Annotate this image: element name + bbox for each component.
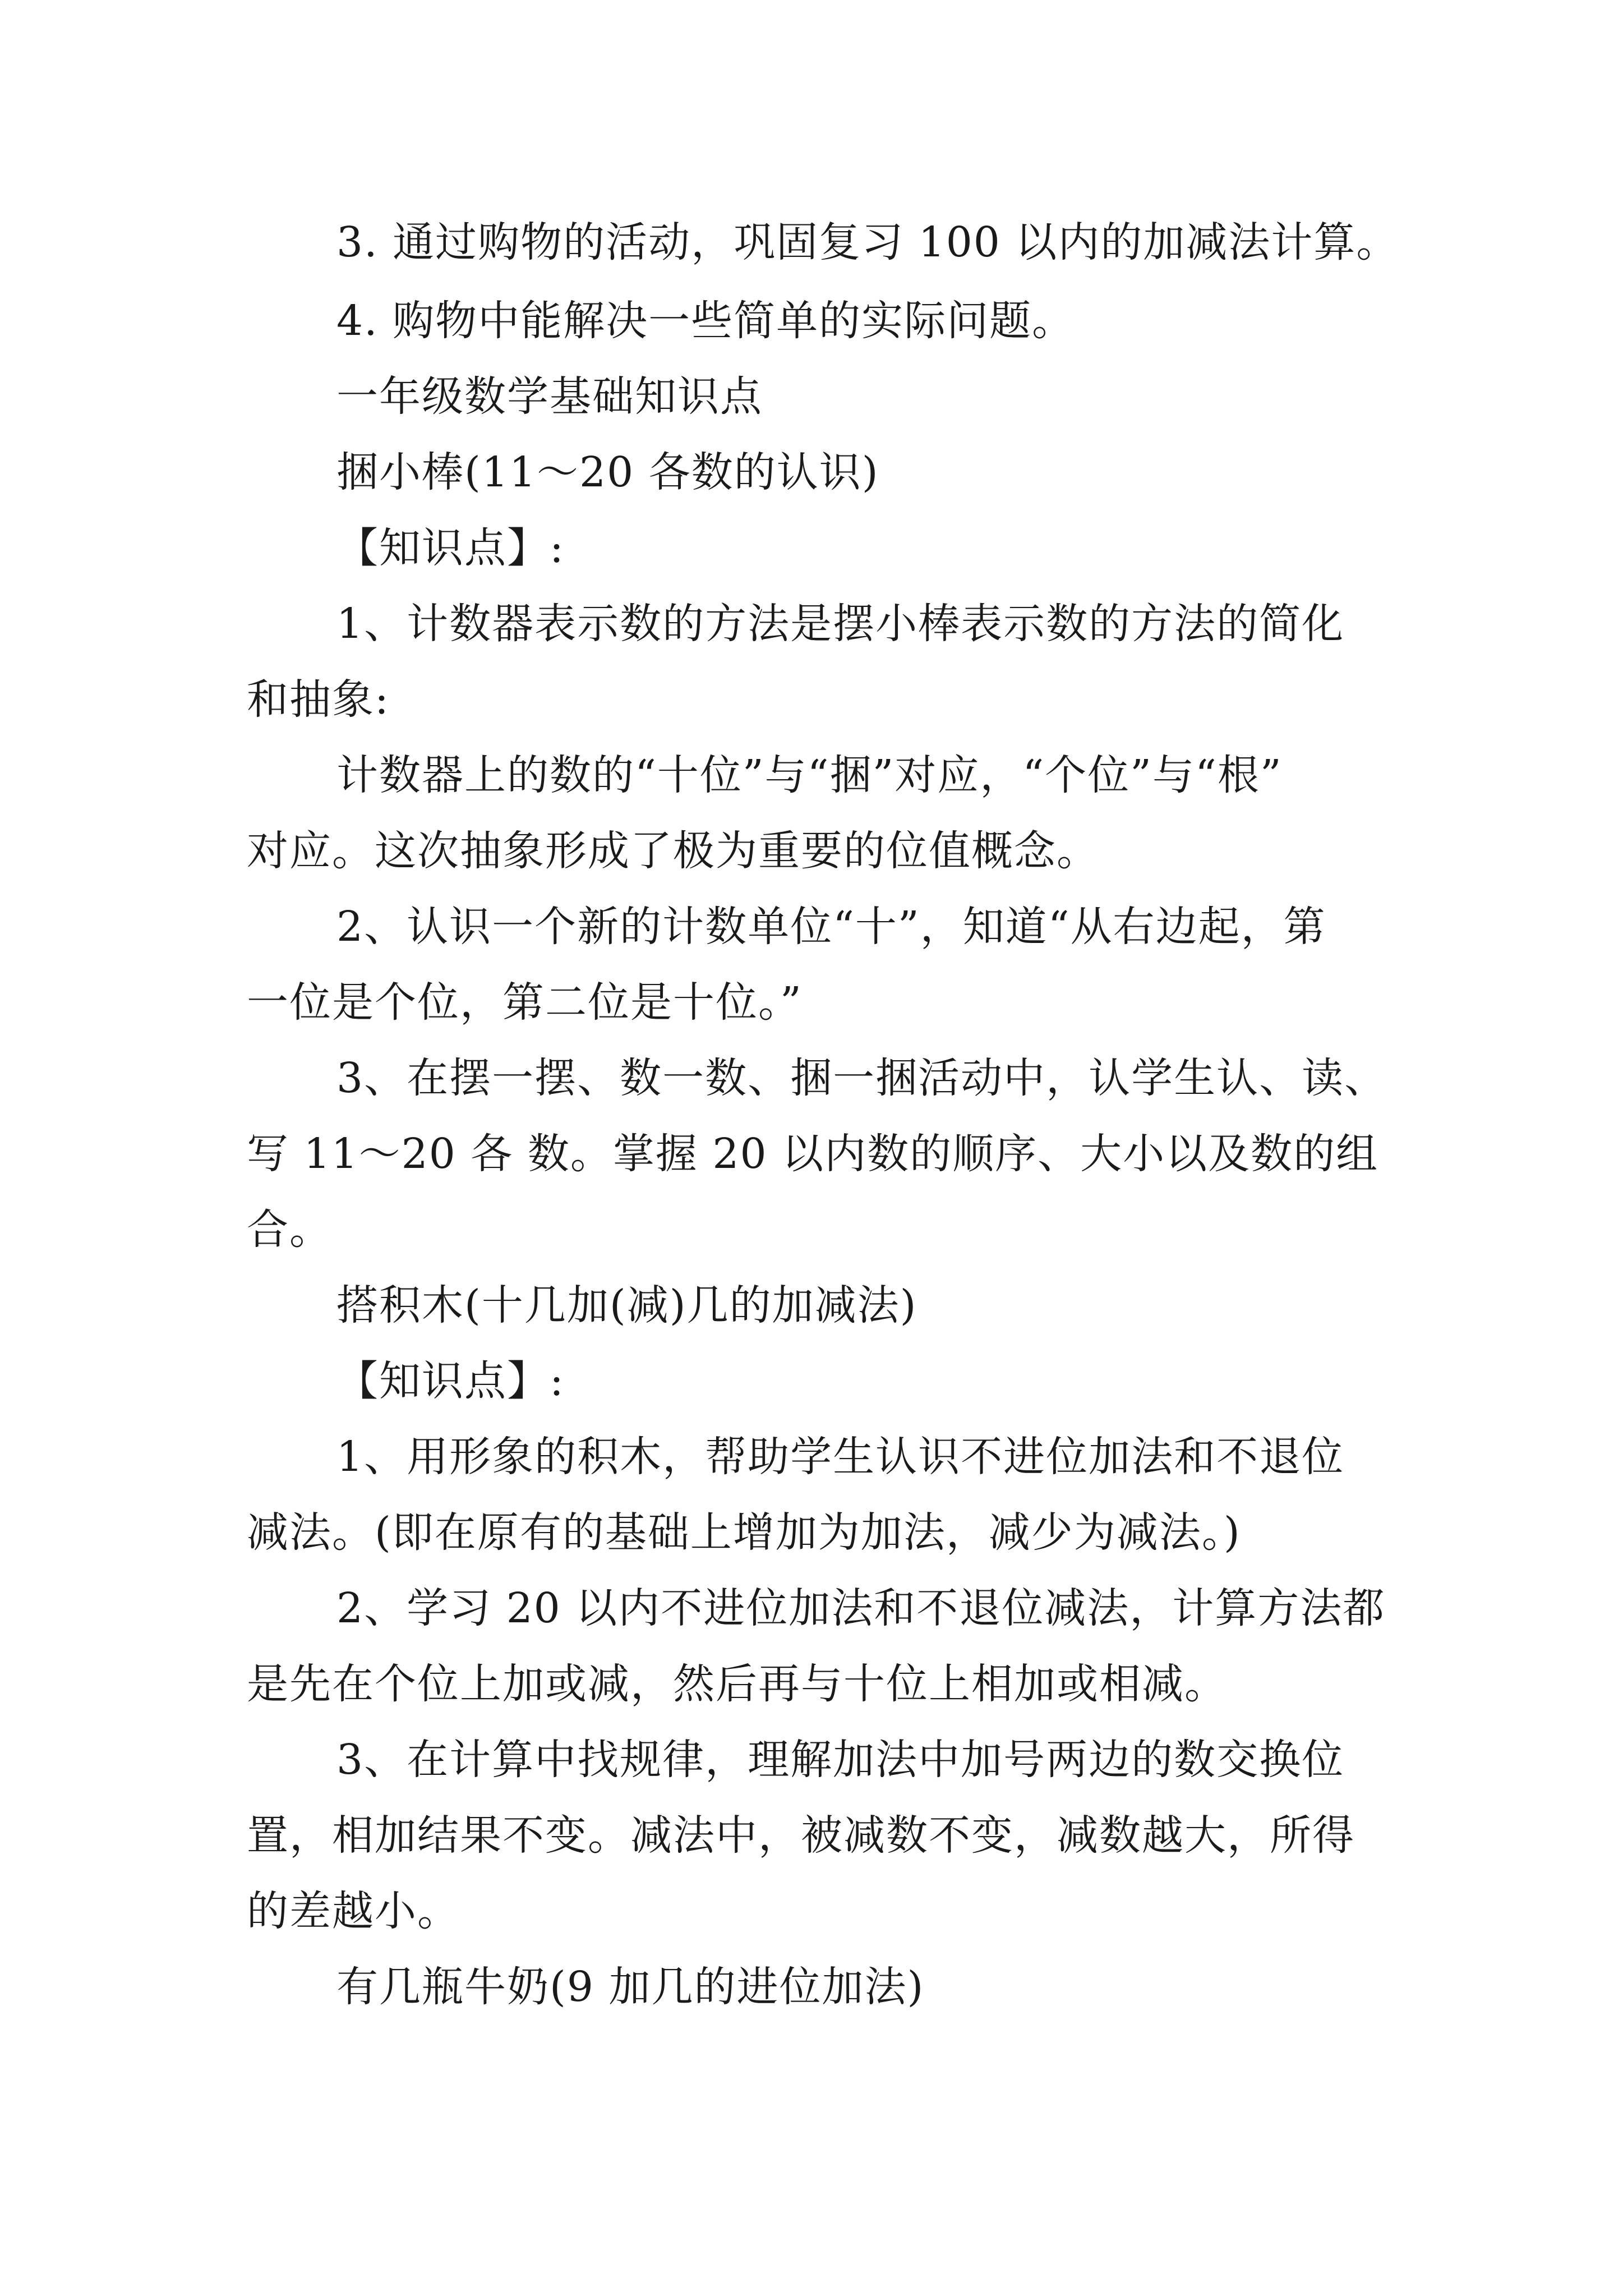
text-line: 置，相加结果不变。减法中，被减数不变，减数越大，所得 (247, 1811, 1355, 1860)
subsection-heading: 有几瓶牛奶(9 加几的进位加法) (336, 1963, 925, 2011)
text-line: 1、用形象的积木，帮助学生认识不进位加法和不退位 (336, 1433, 1345, 1481)
text-line: 2、认识一个新的计数单位“十”，知道“从右边起，第 (336, 903, 1326, 951)
subsection-heading: 捆小棒(11～20 各数的认识) (336, 448, 879, 496)
text-line: 写 11～20 各 数。掌握 20 以内数的顺序、大小以及数的组 (247, 1130, 1379, 1178)
text-line: 对应。这次抽象形成了极为重要的位值概念。 (247, 827, 1099, 875)
text-line: 3、在计算中找规律，理解加法中加号两边的数交换位 (336, 1736, 1345, 1784)
section-heading: 一年级数学基础知识点 (336, 372, 763, 421)
text-line: 计数器上的数的“十位”与“捆”对应，“个位”与“根” (336, 751, 1283, 799)
text-line: 合。 (247, 1205, 332, 1254)
text-line: 3. 通过购物的活动，巩固复习 100 以内的加减法计算。 (336, 218, 1399, 266)
text-line: 1、计数器表示数的方法是摆小棒表示数的方法的简化 (336, 600, 1345, 648)
text-line: 是先在个位上加或减，然后再与十位上相加或相减。 (247, 1660, 1227, 1708)
text-line: 4. 购物中能解决一些简单的实际问题。 (336, 297, 1075, 345)
knowledge-point-label: 【知识点】: (336, 1357, 565, 1405)
text-line: 减法。(即在原有的基础上增加为加法，减少为减法。) (247, 1508, 1241, 1557)
text-line: 3、在摆一摆、数一数、捆一捆活动中，认学生认、读、 (336, 1054, 1387, 1102)
text-line: 一位是个位，第二位是十位。” (247, 978, 803, 1027)
text-line: 的差越小。 (247, 1887, 460, 1935)
knowledge-point-label: 【知识点】: (336, 524, 565, 572)
text-line: 2、学习 20 以内不进位加法和不退位减法，计算方法都 (336, 1584, 1386, 1632)
subsection-heading: 搭积木(十几加(减)几的加减法) (336, 1281, 917, 1329)
text-line: 和抽象: (247, 675, 390, 724)
